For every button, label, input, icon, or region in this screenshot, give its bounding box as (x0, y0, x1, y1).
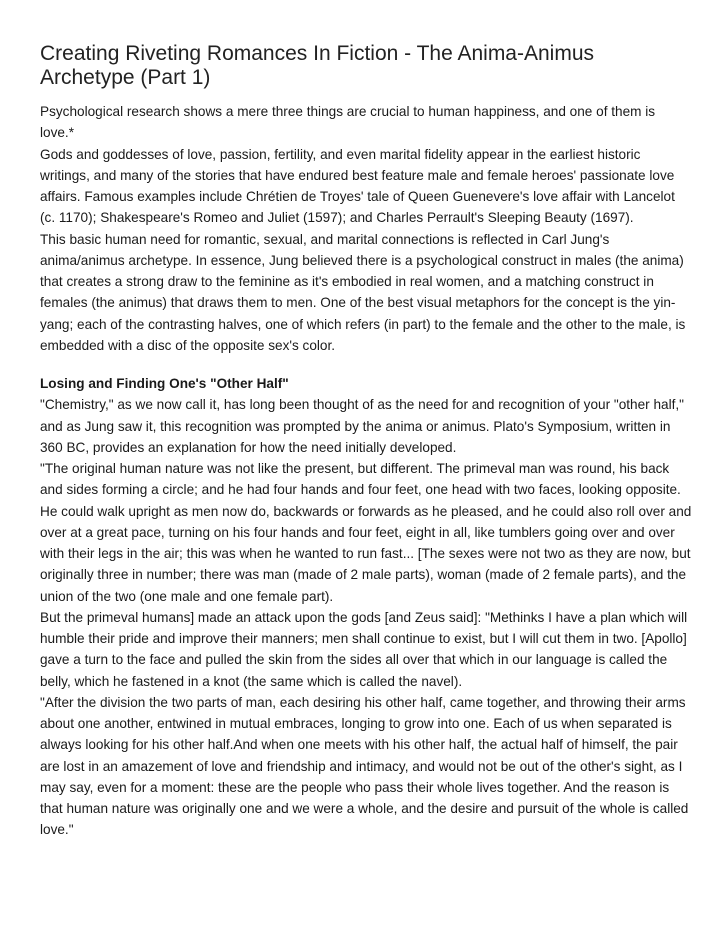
section-paragraph: But the primeval humans] made an attack upon the gods [and Zeus said]: "Methinks I have a plan which will humble their pride and improve their manners; men shall continue to exist, but I will cut them in two. [Apollo] gave a turn to the face and pulled the skin from the sides all over that which in our language is called the belly, which he fastened in a knot (the same which is called the navel). (40, 609, 688, 689)
section-paragraph: "The original human nature was not like the present, but different. The primeval man was round, his back and sides forming a circle; and he had four hands and four feet, one head with two faces, looking opposite. He could walk upright as men now do, backwards or forwards as he pleased, and he could also roll over and over at a great pace, turning on his four hands and four feet, eight in all, like tumblers going over and over with their legs in the air; this was when he wanted to run fast... [The sexes were not two as they are now, but originally three in number; there was man (made of 2 male parts), woman (made of 2 female parts), and the union of the two (one male and one female part). (40, 461, 692, 604)
section-paragraph: "After the division the two parts of man, each desiring his other half, came together, and throwing their arms about one another, entwined in mutual embraces, longing to grow into one. Each of us when separated is always looking for his other half.And when one meets with his other half, the actual half of himself, the pair are lost in an amazement of love and friendship and intimacy, and would not be out of the other's sight, as I may say, even for a moment: these are the people who pass their whole lives together. And the reason is that human nature was originally one and we were a whole, and the desire and pursuit of the whole is called love." (40, 694, 689, 838)
section-heading: Losing and Finding One's "Other Half" (40, 376, 289, 391)
document-page (40, 42, 692, 841)
intro-paragraph: Psychological research shows a mere three things are crucial to human happiness, and one of them is love.* (40, 104, 656, 141)
section-paragraph: "Chemistry," as we now call it, has long been thought of as the need for and recognition of your "other half," and as Jung saw it, this recognition was prompted by the anima or animus. Plato's Symposium, written in 360 BC, provides an explanation for how the need initially developed. (40, 397, 684, 455)
document-title: Creating Riveting Romances In Fiction - The Anima-Animus Archetype (Part 1) (40, 42, 595, 89)
intro-paragraph: This basic human need for romantic, sexual, and marital connections is reflected in Carl Jung's anima/animus archetype. In essence, Jung believed there is a psychological construct in males (the anima) that creates a strong draw to the feminine as it's embodied in real women, and a matching construct in females (the animus) that draws them to men. One of the best visual metaphors for the concept is the yin-yang; each of the contrasting halves, one of which refers (in part) to the female and the other to the male, is embedded with a disc of the opposite sex's color. (40, 231, 686, 353)
intro-paragraph: Gods and goddesses of love, passion, fertility, and even marital fidelity appear in the earliest historic writings, and many of the stories that have endured best feature male and female heroes' passionate love affairs. Famous examples include Chrétien de Troyes' tale of Queen Guenevere's love affair with Lancelot (c. 1170); Shakespeare's Romeo and Juliet (1597); and Charles Perrault's Sleeping Beauty (1697). (40, 146, 675, 226)
